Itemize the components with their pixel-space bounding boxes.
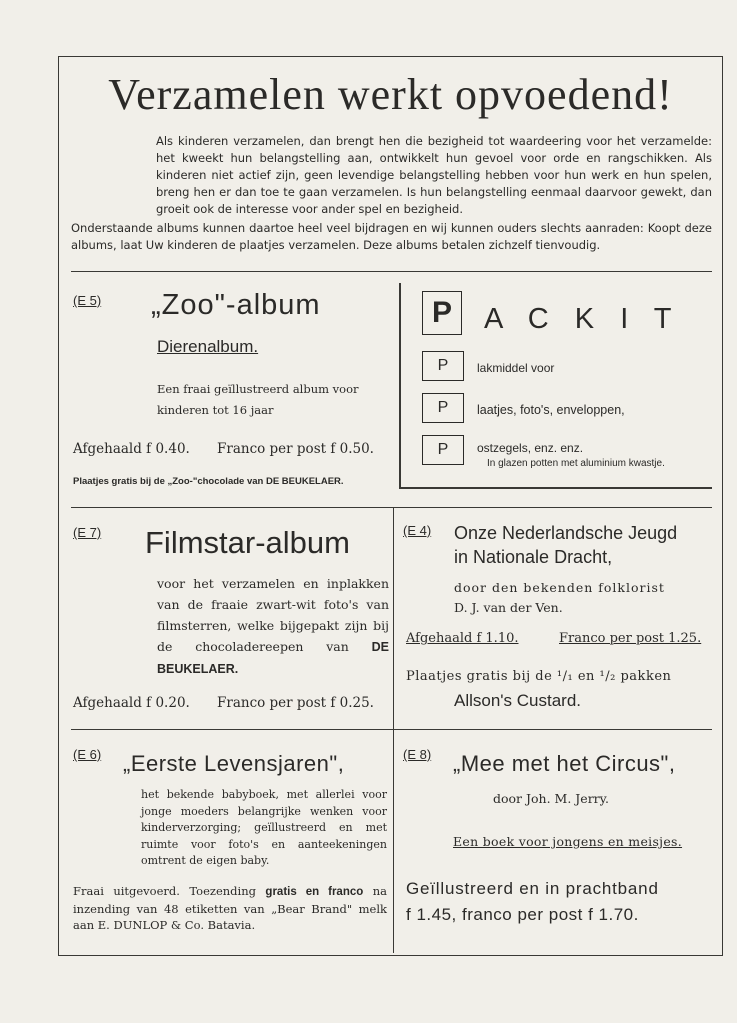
packit-line-3: ostzegels, enz. enz.: [477, 441, 584, 455]
e6-note-c: na inzending van 48 etiketten van „Bear Brand" melk aan E. DUNLOP & Co. Batavia.: [73, 884, 387, 932]
e5-title: „Zoo"-album: [151, 289, 321, 321]
e7-price-pickup: Afgehaald f 0.20.: [73, 695, 190, 711]
e4-author-line-1: door den bekenden folklorist: [454, 580, 665, 595]
divider-middle-2: [71, 729, 712, 730]
e7-price-post: Franco per post f 0.25.: [217, 695, 374, 711]
e6-description: het bekende babyboek, met allerlei voor jonge moeders belangrijke wenken voor kinderverzorging; geïllustreerd en met ruimte voor foto's en aanteekeningen omtrent de eigen baby.: [141, 788, 387, 867]
page-title: Verzamelen werkt opvoedend!: [108, 70, 673, 119]
e4-price-post: Franco per post 1.25.: [559, 631, 702, 646]
packit-line-4: In glazen potten met aluminium kwastje.: [487, 458, 665, 469]
page-frame: [58, 56, 723, 956]
e5-subtitle: Dierenalbum.: [157, 337, 259, 356]
column-divider: [393, 507, 394, 953]
e4-note-line-1: Plaatjes gratis bij de ¹/₁ en ¹/₂ pakken: [406, 669, 672, 684]
e7-description-text: voor het verzamelen en inplakken van de fraaie zwart-wit foto's van filmsterren, welke bijgepakt zijn bij de chocoladereepen van: [157, 576, 389, 654]
e5-description: Een fraai geïllustreerd album voor kinderen tot 16 jaar: [157, 382, 359, 417]
e8-price-line-2: f 1.45, franco per post f 1.70.: [406, 905, 639, 924]
packit-letter-3: P: [422, 435, 464, 465]
e8-code: (E 8): [403, 747, 432, 762]
e4-note-line-2: Allson's Custard.: [454, 691, 582, 710]
e8-description: Een boek voor jongens en meisjes.: [453, 834, 683, 849]
e6-code: (E 6): [73, 747, 102, 762]
e4-author-line-2: D. J. van der Ven.: [454, 600, 563, 615]
packit-word: A C K I T: [484, 303, 681, 335]
divider-top: [71, 271, 712, 272]
intro-paragraph-2: Onderstaande albums kunnen daartoe heel veel bijdragen en wij kunnen ouders slechts aanraden: Koopt deze albums, laat Uw kinderen de plaatjes verzamelen. Deze albums betalen zichzelf tienvoudig.: [71, 221, 712, 252]
packit-letter-1: P: [422, 351, 464, 381]
e4-code: (E 4): [403, 523, 432, 538]
e5-note: Plaatjes gratis bij de „Zoo-"chocolade van DE BEUKELAER.: [73, 476, 344, 487]
e8-price-line-1: Geïllustreerd en in prachtband: [406, 879, 659, 898]
e4-title-line-1: Onze Nederlandsche Jeugd: [454, 523, 678, 543]
e7-title: Filmstar-album: [145, 525, 350, 560]
e4-price-pickup: Afgehaald f 1.10.: [406, 631, 519, 646]
e6-note-a: Fraai uitgevoerd. Toezending: [73, 884, 256, 898]
packit-logo-letter: P: [422, 291, 462, 335]
packit-line-2: laatjes, foto's, enveloppen,: [477, 403, 625, 417]
e5-code: (E 5): [73, 293, 102, 308]
packit-letter-2: P: [422, 393, 464, 423]
e7-brand: DE BEUKELAER.: [157, 640, 389, 676]
e5-price-post: Franco per post f 0.50.: [217, 441, 374, 457]
packit-bottom-border: [399, 487, 712, 489]
packit-line-1: lakmiddel voor: [477, 361, 555, 375]
e5-price-pickup: Afgehaald f 0.40.: [73, 441, 190, 457]
e4-title-line-2: in Nationale Dracht,: [454, 547, 613, 567]
divider-middle-1: [71, 507, 712, 508]
e7-description: [157, 573, 389, 680]
e7-code: (E 7): [73, 525, 102, 540]
packit-left-border: [399, 283, 401, 489]
e8-author: door Joh. M. Jerry.: [493, 791, 610, 806]
e6-note-b: gratis en franco: [265, 886, 364, 898]
e8-title: „Mee met het Circus",: [453, 751, 676, 776]
e6-note: [73, 883, 387, 934]
e6-title: „Eerste Levensjaren",: [123, 751, 345, 776]
intro-paragraph-1: Als kinderen verzamelen, dan brengt hen die bezigheid tot waardeering voor het verzamelde: het kweekt hun belangstelling aan, ontwikkelt hun gevoel voor orde en rangschikken. Als kinderen niet actief zijn, geen levendige belangstelling hebben voor hun werk en hun spelen, breng hen er dan toe te gaan verzamelen. Is hun belangstelling eenmaal daarvoor gewekt, dan groeit ook de interesse voor ander spel en bezigheid.: [156, 134, 712, 216]
